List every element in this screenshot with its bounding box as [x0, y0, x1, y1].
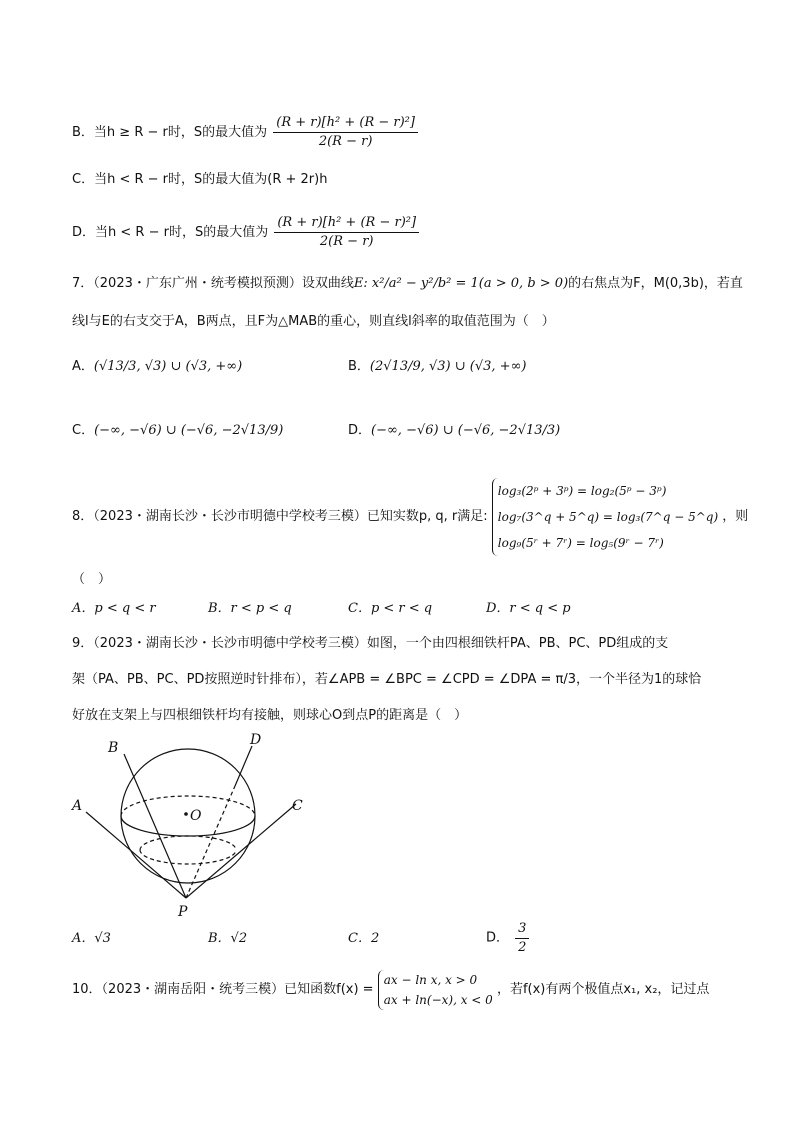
equation-system: log₃(2ᵖ + 3ᵖ) = log₂(5ᵖ − 3ᵖ) log₇(3^q + 5^q) = log₃(7^q − 5^q) log₉(5ʳ + 7ʳ) = log₅(9ʳ − 7ʳ) [492, 478, 718, 556]
question-9-line2: 架（PA、PB、PC、PD按照逆时针排布），若∠APB = ∠BPC = ∠CPD = ∠DPA = π/3，一个半径为1的球恰 [72, 672, 702, 687]
q7-option-c: C．(−∞, −√6) ∪ (−√6, −2√13/9) [72, 423, 284, 438]
rod-pc [186, 804, 296, 898]
q8-option-d: D．r < q < p [486, 601, 571, 616]
q7-option-b: B．(2√13/9, √3) ∪ (√3, +∞) [348, 359, 527, 374]
question-9-line3: 好放在支架上与四根细铁杆均有接触，则球心O到点P的距离是（ ） [72, 708, 468, 723]
fraction: $\frac{\text{(R + r)[h² + (R − r)²]}}{2(R - r)}$ [273, 114, 418, 151]
contact-circle-back [140, 836, 236, 850]
equator-back [121, 796, 255, 816]
piecewise-function: ax − ln x, x > 0 ax + ln(−x), x < 0 [378, 970, 493, 1010]
question-9-line1: 9．（2023・湖南长沙・长沙市明德中学校考三模）如图，一个由四根细铁杆PA、PB、PC、PD组成的支 [72, 636, 669, 651]
q7-option-a: A．(√13/3, √3) ∪ (√3, +∞) [72, 359, 243, 374]
label-o: O [190, 808, 202, 824]
question-10-line1: 10．（2023・湖南岳阳・统考三模）已知函数f(x) = ax − ln x, x > 0 ax + ln(−x), x < 0 ，若f(x)有两个极值点x₁, x₂，记过点 [72, 970, 709, 1010]
question-8-blank: （ ） [72, 572, 112, 587]
sphere-support-figure [64, 728, 324, 920]
q9-option-a: A．√3 [72, 931, 111, 946]
rod-pa [86, 812, 186, 898]
option-d-top: D．当h < R − r时，S的最大值为 $\frac{\text{(R + r)[h² + (R − r)²]}}{2(R - r)}$ [72, 214, 421, 251]
center-point [184, 812, 188, 816]
option-b-top: B．当h ≥ R − r时，S的最大值为 $\frac{\text{(R + r)[h² + (R − r)²]}}{2(R - r)}$ [72, 114, 420, 151]
label-p: P [178, 904, 188, 920]
q9-option-c: C．2 [348, 931, 380, 946]
q8-option-a: A．p < q < r [72, 601, 156, 616]
contact-circle-front [140, 850, 236, 864]
question-7-line1: 7．（2023・广东广州・统考模拟预测）设双曲线E: x²/a² − y²/b² = 1(a > 0, b > 0)的右焦点为F，M(0,3b)，若直 [72, 276, 743, 291]
rod-pd [235, 746, 252, 786]
question-7-line2: 线l与E的右支交于A，B两点，且F为△MAB的重心，则直线l斜率的取值范围为（ ） [72, 314, 555, 329]
label-c: C [292, 798, 303, 814]
label-d: D [250, 732, 262, 748]
q9-option-d: D． $\frac{3}{2}$ [486, 920, 531, 957]
q8-option-b: B．r < p < q [208, 601, 292, 616]
fraction: $\frac{\text{(R + r)[h² + (R − r)²]}}{2(R - r)}$ [274, 214, 419, 251]
option-c-top: C．当h < R − r时，S的最大值为(R + 2r)h [72, 172, 328, 187]
rod-pb [124, 754, 186, 898]
question-8-line1: 8．（2023・湖南长沙・长沙市明德中学校考三模）已知实数p, q, r满足: log₃(2ᵖ + 3ᵖ) = log₂(5ᵖ − 3ᵖ) log₇(3^q + 5^q) = log₃(7^q − 5^q) log₉(5ʳ + 7ʳ) = log₅(9ʳ − 7ʳ) ，则 [72, 478, 748, 556]
q7-option-d: D．(−∞, −√6) ∪ (−√6, −2√13/3) [348, 423, 561, 438]
sphere-outline [121, 749, 255, 883]
fraction: $\frac{3}{2}$ [515, 920, 529, 957]
q8-option-c: C．p < r < q [348, 601, 433, 616]
label-b: B [108, 740, 119, 756]
equator-front [121, 816, 255, 836]
label-a: A [72, 798, 83, 814]
q9-option-b: B．√2 [208, 931, 248, 946]
